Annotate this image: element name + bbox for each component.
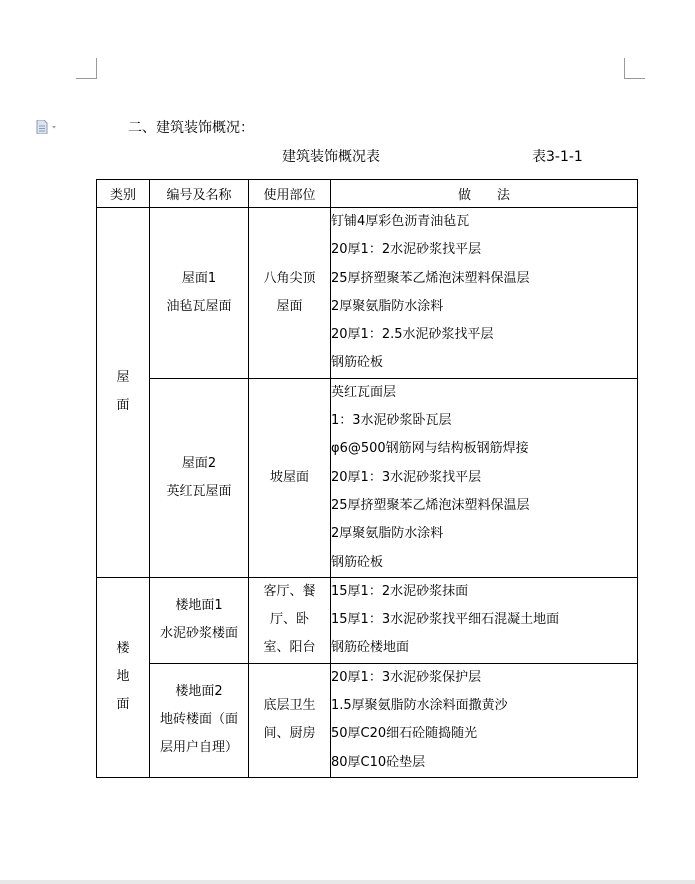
item-method: 钉铺4厚彩色沥青油毡瓦 20厚1：2水泥砂浆找平层 25厚挤塑聚苯乙烯泡沫塑料保温层 2厚聚氨脂防水涂料 20厚1：2.5水泥砂浆找平层 钢筋砼板 <box>331 208 638 379</box>
header-method: 做 法 <box>331 180 638 208</box>
decoration-table <box>96 179 638 778</box>
table-header-row <box>97 180 638 208</box>
header-location: 使用部位 <box>249 180 331 208</box>
table-row <box>97 663 638 777</box>
table-row <box>97 577 638 663</box>
item-name: 楼地面1 水泥砂浆楼面 <box>150 577 249 663</box>
item-method: 英红瓦面层 1：3水泥砂浆卧瓦层 φ6@500钢筋网与结构板钢筋焊接 20厚1：3水泥砂浆找平层 25厚挤塑聚苯乙烯泡沫塑料保温层 2厚聚氨脂防水涂料 钢筋砼板 <box>331 378 638 577</box>
document-options-icon[interactable] <box>35 120 55 134</box>
item-location: 底层卫生 间、厨房 <box>249 663 331 777</box>
item-name: 楼地面2 地砖楼面（面 层用户自理） <box>150 663 249 777</box>
item-name: 屋面1 油毡瓦屋面 <box>150 208 249 379</box>
item-location: 八角尖顶 屋面 <box>249 208 331 379</box>
table-title: 建筑装饰概况表 <box>282 149 380 165</box>
crop-mark-top-left <box>76 58 97 79</box>
bottom-edge <box>0 880 695 884</box>
item-method: 20厚1：3水泥砂浆保护层 1.5厚聚氨脂防水涂料面撒黄沙 50厚C20细石砼随捣随光 80厚C10砼垫层 <box>331 663 638 777</box>
category-roof: 屋 面 <box>97 208 150 578</box>
item-method: 15厚1：2水泥砂浆抹面 15厚1：3水泥砂浆找平细石混凝土地面 钢筋砼楼地面 <box>331 577 638 663</box>
table-row <box>97 378 638 577</box>
section-heading: 二、建筑装饰概况： <box>128 120 254 136</box>
table-row <box>97 208 638 379</box>
item-name: 屋面2 英红瓦屋面 <box>150 378 249 577</box>
item-location: 坡屋面 <box>249 378 331 577</box>
header-category: 类别 <box>97 180 150 208</box>
item-location: 客厅、餐 厅、卧 室、阳台 <box>249 577 331 663</box>
category-floor: 楼 地 面 <box>97 577 150 777</box>
table-number: 表3-1-1 <box>532 149 583 165</box>
crop-mark-top-right <box>624 58 645 79</box>
header-name: 编号及名称 <box>150 180 249 208</box>
